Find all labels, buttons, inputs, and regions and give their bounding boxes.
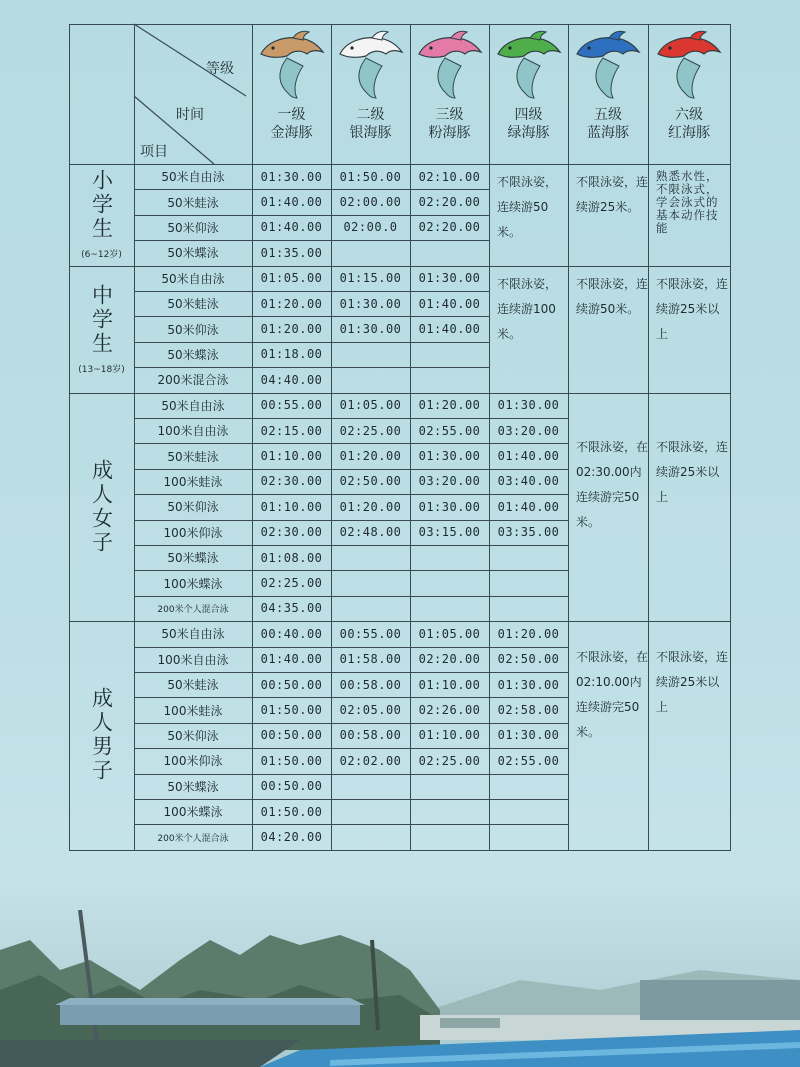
qualifying-time: 01:20.00 [339, 449, 402, 464]
header-time-label: 时间 [176, 107, 204, 123]
level-number: 四级 [514, 107, 543, 123]
group-age-range: (6~12岁) [81, 250, 122, 261]
free-style-requirement: 熟悉水性，不限泳式，学会泳式的基本动作技能 [656, 169, 719, 235]
qualifying-time: 01:40.00 [497, 449, 560, 464]
qualifying-time [331, 596, 410, 621]
qualifying-time: 01:50.00 [260, 804, 323, 819]
qualifying-time: 00:55.00 [339, 626, 402, 641]
qualifying-time: 01:30.00 [497, 728, 560, 743]
qualifying-time: 02:10.00 [418, 169, 481, 184]
level-number: 二级 [356, 107, 385, 123]
swim-event: 50米蛙泳 [167, 297, 219, 312]
swim-event: 50米仰泳 [167, 728, 219, 743]
qualifying-time [410, 367, 489, 392]
qualifying-time [489, 596, 568, 621]
qualifying-time: 01:40.00 [260, 652, 323, 667]
qualifying-time: 02:15.00 [260, 423, 323, 438]
qualifying-time: 01:58.00 [339, 652, 402, 667]
qualifying-time: 03:35.00 [497, 525, 560, 540]
level-name: 金海豚 [270, 125, 313, 141]
qualifying-time: 03:20.00 [497, 423, 560, 438]
dolphin-icon [415, 28, 485, 100]
level-name: 粉海豚 [428, 125, 471, 141]
qualifying-time: 01:35.00 [260, 245, 323, 260]
swim-event: 50米蝶泳 [167, 551, 219, 566]
free-style-requirement: 不限泳姿，在02:30.00内连续游完50米。 [576, 439, 649, 529]
pool-scenery-illustration [0, 880, 800, 1067]
qualifying-time: 01:30.00 [260, 169, 323, 184]
level-header-6 [648, 28, 730, 160]
qualifying-time: 02:02.00 [339, 753, 402, 768]
free-style-requirement: 不限泳姿，连续游50米。 [497, 175, 558, 239]
qualifying-time: 04:35.00 [260, 601, 323, 616]
qualifying-time [410, 774, 489, 799]
qualifying-time: 02:20.00 [418, 652, 481, 667]
qualifying-time: 01:15.00 [339, 271, 402, 286]
qualifying-time: 01:40.00 [418, 296, 481, 311]
qualifying-time: 01:50.00 [339, 169, 402, 184]
qualifying-time [410, 570, 489, 595]
swim-event: 100米仰泳 [163, 754, 223, 769]
qualifying-time: 02:30.00 [260, 474, 323, 489]
qualifying-time: 01:10.00 [418, 677, 481, 692]
qualifying-time: 02:00.00 [339, 195, 402, 210]
swim-event: 50米仰泳 [167, 322, 219, 337]
qualifying-time: 01:20.00 [339, 499, 402, 514]
qualifying-time: 01:50.00 [260, 753, 323, 768]
qualifying-time [331, 570, 410, 595]
qualifying-time [410, 342, 489, 367]
group-name: 小学生 [89, 169, 114, 242]
qualifying-time: 01:05.00 [339, 398, 402, 413]
swim-event: 100米蝶泳 [163, 576, 223, 591]
swim-event: 200米混合泳 [157, 373, 229, 388]
dolphin-icon [573, 28, 643, 100]
pool-scenery [0, 880, 800, 1067]
free-style-requirement: 不限泳姿，连续游25米。 [576, 175, 649, 214]
table-top-border [69, 24, 730, 25]
qualifying-time: 03:20.00 [418, 474, 481, 489]
swim-event: 50米蝶泳 [167, 779, 219, 794]
dolphin-icon [654, 28, 724, 100]
qualifying-time: 02:20.00 [418, 220, 481, 235]
qualifying-time: 03:15.00 [418, 525, 481, 540]
swim-event: 100米蝶泳 [163, 805, 223, 820]
group-label [69, 266, 134, 393]
qualifying-time: 01:20.00 [260, 322, 323, 337]
qualifying-time: 01:10.00 [260, 449, 323, 464]
qualifying-time: 02:48.00 [339, 525, 402, 540]
swim-event: 50米自由泳 [161, 627, 225, 642]
swim-event: 50米蛙泳 [167, 195, 219, 210]
qualifying-time: 01:40.00 [418, 322, 481, 337]
qualifying-time [489, 824, 568, 849]
qualifying-time: 04:40.00 [260, 372, 323, 387]
qualifying-time: 02:58.00 [497, 703, 560, 718]
level-header-3 [410, 28, 489, 160]
qualifying-time: 02:30.00 [260, 525, 323, 540]
qualifying-time [489, 570, 568, 595]
qualifying-time: 01:05.00 [260, 271, 323, 286]
free-style-requirement: 不限泳姿，连续游50米。 [576, 276, 649, 316]
swim-event: 100米自由泳 [157, 424, 229, 439]
swim-event: 100米蛙泳 [163, 474, 223, 489]
swim-event: 200米个人混合泳 [157, 833, 229, 844]
qualifying-time [410, 799, 489, 824]
level-name: 红海豚 [668, 125, 710, 141]
dolphin-icon [494, 28, 564, 100]
qualifying-time: 00:58.00 [339, 728, 402, 743]
swim-event: 50米自由泳 [161, 398, 225, 413]
qualifying-time: 01:30.00 [418, 449, 481, 464]
qualifying-time [331, 240, 410, 265]
qualifying-time: 01:40.00 [260, 220, 323, 235]
swim-event: 100米蛙泳 [163, 703, 223, 718]
qualifying-time [489, 774, 568, 799]
qualifying-time: 00:55.00 [260, 398, 323, 413]
qualifying-time: 02:25.00 [418, 753, 481, 768]
swim-event: 100米自由泳 [157, 652, 229, 667]
level-header-1 [252, 28, 331, 160]
qualifying-time: 00:50.00 [260, 779, 323, 794]
qualifying-time: 01:30.00 [497, 677, 560, 692]
qualifying-time [331, 545, 410, 570]
qualifying-time: 01:18.00 [260, 347, 323, 362]
qualifying-time: 01:05.00 [418, 626, 481, 641]
qualifying-time [331, 367, 410, 392]
group-name: 中学生 [89, 283, 114, 356]
group-label [69, 621, 134, 850]
qualifying-time: 02:20.00 [418, 195, 481, 210]
level-number: 一级 [277, 107, 306, 123]
qualifying-time: 01:10.00 [260, 499, 323, 514]
qualifying-time: 01:20.00 [497, 626, 560, 641]
qualifying-time: 02:25.00 [260, 576, 323, 591]
free-style-requirement: 不限泳姿，在02:10.00内连续游完50米。 [576, 650, 649, 740]
qualifying-time: 01:40.00 [260, 195, 323, 210]
qualifying-time: 02:05.00 [339, 703, 402, 718]
swim-event: 50米自由泳 [161, 170, 225, 185]
swim-event: 50米蝶泳 [167, 246, 219, 261]
qualifying-time [331, 774, 410, 799]
group-label [69, 393, 134, 622]
level-number: 五级 [594, 107, 622, 123]
level-name: 银海豚 [349, 125, 392, 141]
swim-event: 50米蛙泳 [167, 449, 219, 464]
group-label [69, 164, 134, 266]
swim-event: 50米仰泳 [167, 500, 219, 515]
group-name: 成人女子 [89, 458, 114, 555]
qualifying-time: 02:00.0 [343, 220, 398, 235]
qualifying-time: 02:50.00 [339, 474, 402, 489]
qualifying-time: 00:50.00 [260, 677, 323, 692]
qualifying-time [331, 342, 410, 367]
qualifying-time: 04:20.00 [260, 830, 323, 845]
swim-event: 200米个人混合泳 [157, 604, 229, 615]
qualifying-time: 00:58.00 [339, 677, 402, 692]
swim-event: 50米蛙泳 [167, 678, 219, 693]
qualifying-time: 03:40.00 [497, 474, 560, 489]
header-level-label: 等级 [206, 61, 234, 77]
group-name: 成人男子 [89, 687, 114, 784]
level-header-5 [568, 28, 648, 160]
qualifying-time: 01:30.00 [418, 271, 481, 286]
qualifying-time [489, 545, 568, 570]
free-style-requirement: 不限泳姿，连续游25米以上 [656, 650, 729, 715]
free-style-requirement: 不限泳姿，连续游25米以上 [656, 439, 729, 504]
qualifying-time: 01:30.00 [339, 296, 402, 311]
qualifying-time [331, 824, 410, 849]
qualifying-time [410, 596, 489, 621]
swim-event: 50米自由泳 [161, 271, 225, 286]
qualifying-time: 01:20.00 [418, 398, 481, 413]
level-number: 三级 [435, 107, 464, 123]
column-border-8 [730, 24, 731, 850]
swim-event: 100米仰泳 [163, 525, 223, 540]
qualifying-time: 00:40.00 [260, 626, 323, 641]
qualifying-time: 01:30.00 [497, 398, 560, 413]
qualifying-time: 02:50.00 [497, 652, 560, 667]
dolphin-icon [257, 28, 327, 100]
group-age-range: (13~18岁) [78, 364, 125, 375]
qualifying-time [410, 240, 489, 265]
free-style-requirement: 不限泳姿，连续游25米以上 [656, 276, 729, 341]
free-style-requirement: 不限泳姿，连续游100米。 [497, 276, 558, 341]
qualifying-time: 01:40.00 [497, 499, 560, 514]
qualifying-time [410, 824, 489, 849]
qualifying-time: 01:30.00 [418, 499, 481, 514]
qualifying-time: 02:55.00 [418, 423, 481, 438]
table-bottom-border [69, 850, 731, 851]
level-name: 绿海豚 [507, 125, 550, 141]
qualifying-time [489, 799, 568, 824]
header-item-label: 项目 [140, 144, 168, 160]
level-name: 蓝海豚 [587, 125, 629, 141]
qualifying-time [410, 545, 489, 570]
level-number: 六级 [675, 107, 703, 123]
qualifying-time: 01:50.00 [260, 703, 323, 718]
qualifying-time: 01:20.00 [260, 296, 323, 311]
qualifying-time: 01:30.00 [339, 322, 402, 337]
qualifying-time: 02:55.00 [497, 753, 560, 768]
level-header-4 [489, 28, 568, 160]
qualifying-time: 01:10.00 [418, 728, 481, 743]
qualifying-time: 01:08.00 [260, 550, 323, 565]
level-header-2 [331, 28, 410, 160]
dolphin-icon [336, 28, 406, 100]
swim-event: 50米仰泳 [167, 220, 219, 235]
swim-event: 50米蝶泳 [167, 347, 219, 362]
qualifying-time: 02:26.00 [418, 703, 481, 718]
qualifying-time: 00:50.00 [260, 728, 323, 743]
qualifying-time [331, 799, 410, 824]
qualifying-time: 02:25.00 [339, 423, 402, 438]
